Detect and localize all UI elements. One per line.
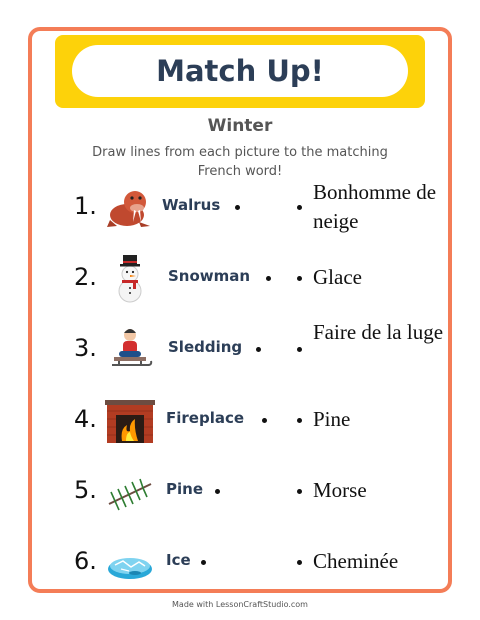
match-row-4 [0, 391, 480, 451]
ice-icon [105, 537, 155, 587]
match-row-3 [0, 320, 480, 380]
item-number: 2. [74, 263, 97, 291]
left-match-dot[interactable] [201, 560, 206, 565]
title-pill [72, 45, 408, 97]
item-number: 5. [74, 476, 97, 504]
item-number: 6. [74, 547, 97, 575]
right-match-dot[interactable] [297, 205, 302, 210]
english-word: Sledding [168, 338, 243, 356]
french-word: Morse [313, 478, 367, 502]
snowman-icon [105, 253, 155, 303]
match-row-2 [0, 249, 480, 309]
left-match-dot[interactable] [235, 205, 240, 210]
page-title: Match Up! [156, 54, 324, 88]
english-word: Fireplace [166, 409, 245, 427]
match-row-1 [0, 178, 480, 238]
french-word: Cheminée [313, 549, 399, 573]
right-match-dot[interactable] [297, 489, 302, 494]
left-match-dot[interactable] [262, 418, 267, 423]
french-word: Faire de la luge [313, 320, 444, 344]
instructions: Draw lines from each picture to the matching French word! [92, 145, 388, 179]
right-match-dot[interactable] [297, 560, 302, 565]
fireplace-icon [105, 395, 155, 445]
english-word: Snowman [168, 267, 251, 285]
pine-branch-icon [105, 466, 155, 516]
title-banner [55, 35, 425, 108]
subtitle: Winter [207, 116, 273, 136]
item-number: 3. [74, 334, 97, 362]
left-match-dot[interactable] [266, 276, 271, 281]
right-match-dot[interactable] [297, 276, 302, 281]
item-number: 4. [74, 405, 97, 433]
english-word: Ice [166, 551, 191, 569]
right-match-dot[interactable] [297, 347, 302, 352]
english-word: Pine [166, 480, 203, 498]
match-row-5 [0, 462, 480, 522]
left-match-dot[interactable] [256, 347, 261, 352]
french-word: Pine [313, 407, 351, 431]
walrus-icon [105, 182, 155, 232]
item-number: 1. [74, 192, 97, 220]
match-row-6 [0, 533, 480, 593]
right-match-dot[interactable] [297, 418, 302, 423]
sledding-icon [105, 324, 155, 374]
french-word: Glace [313, 265, 362, 289]
left-match-dot[interactable] [215, 489, 220, 494]
english-word: Walrus [162, 196, 221, 214]
footer-credit: Made with LessonCraftStudio.com [172, 600, 308, 609]
french-word: Bonhomme de neige [313, 180, 437, 233]
